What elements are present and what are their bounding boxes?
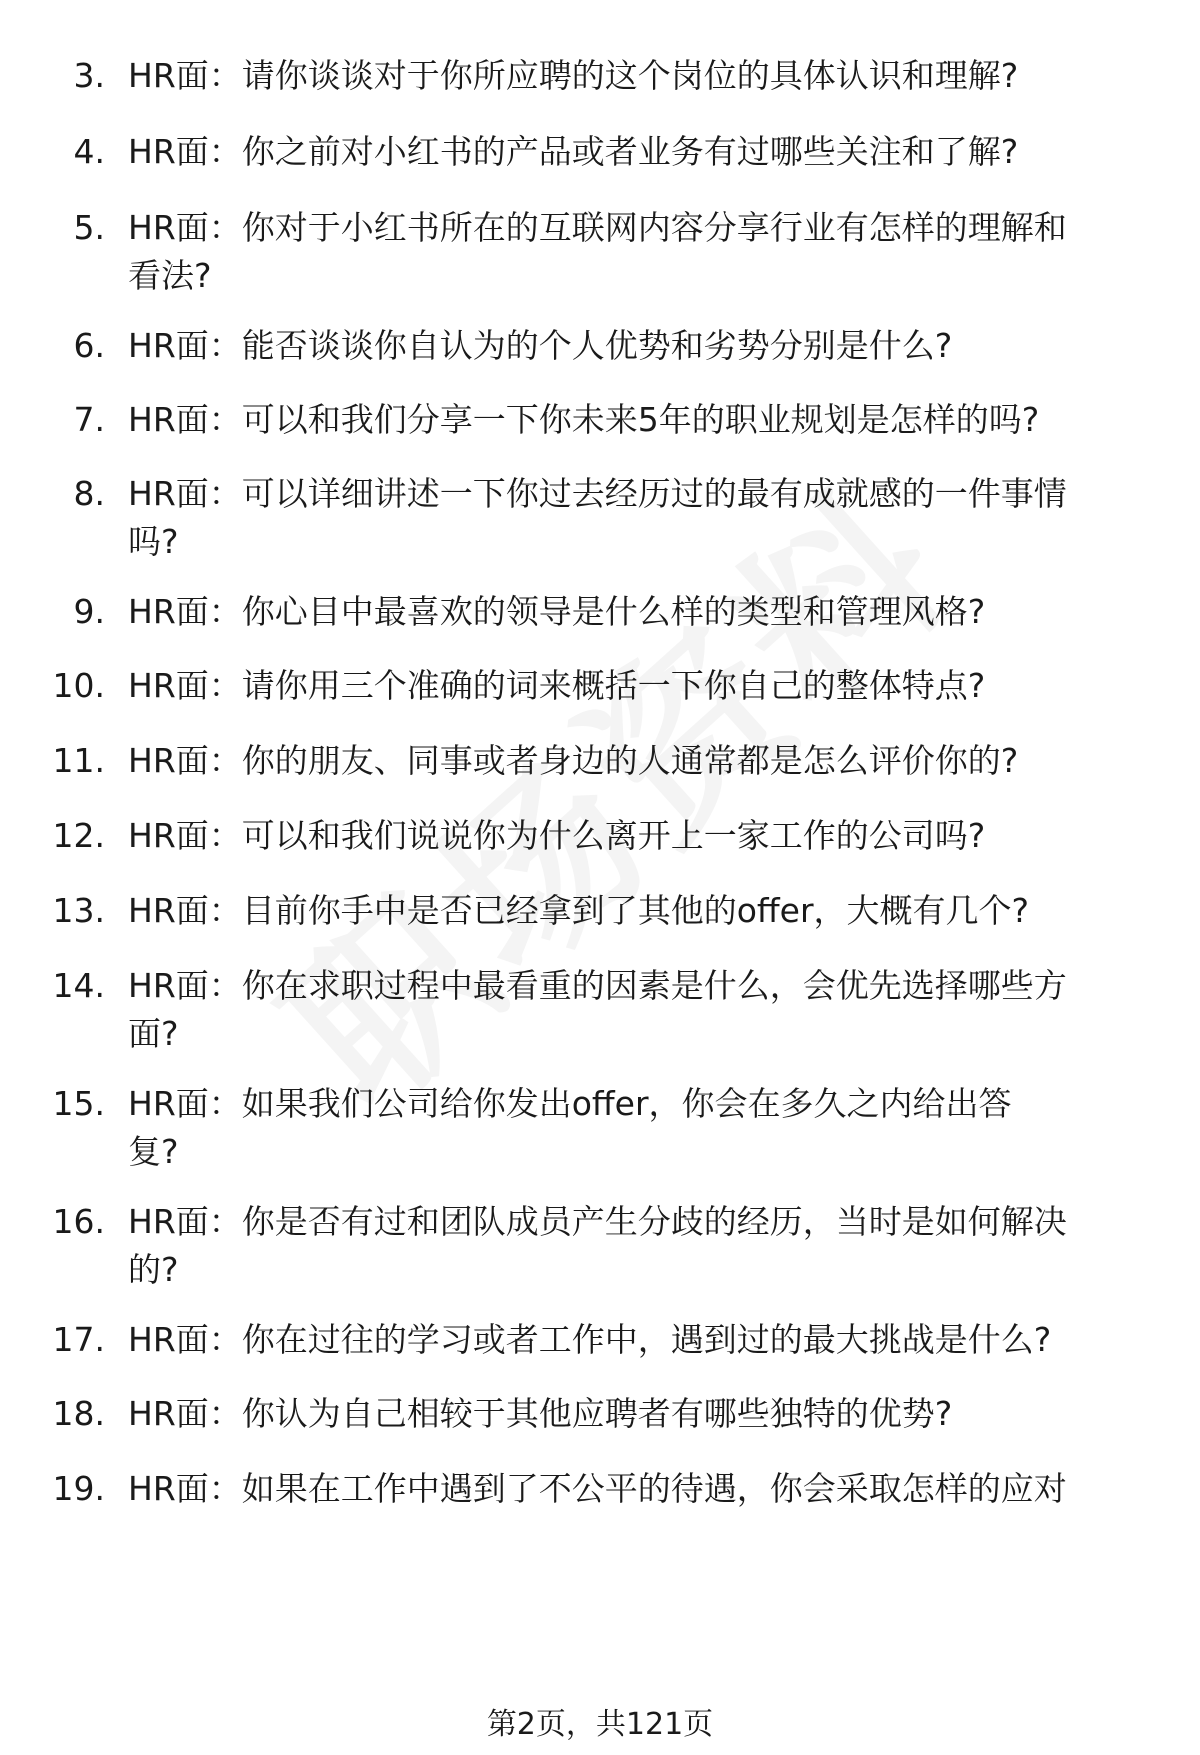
item-text: HR面：请你用三个准确的词来概括一下你自己的整体特点? [128, 666, 986, 705]
item-number: 16. [52, 1202, 105, 1241]
page-footer: 第2页，共121页 [486, 1707, 714, 1742]
item-number: 4. [73, 132, 105, 171]
item-text: HR面：你认为自己相较于其他应聘者有哪些独特的优势? [128, 1394, 953, 1433]
item-number: 15. [52, 1084, 105, 1123]
item-text: HR面：可以和我们分享一下你未来5年的职业规划是怎样的吗? [128, 400, 1040, 439]
item-number: 11. [52, 741, 105, 780]
item-text: HR面：你是否有过和团队成员产生分歧的经历，当时是如何解决 的? [128, 1202, 1067, 1289]
item-text: HR面：你的朋友、同事或者身边的人通常都是怎么评价你的? [128, 741, 1019, 780]
item-number: 8. [73, 474, 105, 513]
item-text: HR面：你在求职过程中最看重的因素是什么，会优先选择哪些方 面? [128, 966, 1067, 1053]
item-text: HR面：你在过往的学习或者工作中，遇到过的最大挑战是什么? [128, 1320, 1052, 1359]
item-text: HR面：你心目中最喜欢的领导是什么样的类型和管理风格? [128, 592, 986, 631]
item-text: HR面：可以和我们说说你为什么离开上一家工作的公司吗? [128, 816, 986, 855]
item-text: HR面：请你谈谈对于你所应聘的这个岗位的具体认识和理解? [128, 56, 1019, 95]
item-text: HR面：可以详细讲述一下你过去经历过的最有成就感的一件事情 吗? [128, 474, 1067, 561]
item-number: 18. [52, 1394, 105, 1433]
item-text: HR面：如果在工作中遇到了不公平的待遇，你会采取怎样的应对 [128, 1469, 1067, 1508]
item-number: 9. [73, 592, 105, 631]
item-text: HR面：你之前对小红书的产品或者业务有过哪些关注和了解? [128, 132, 1019, 171]
item-number: 17. [52, 1320, 105, 1359]
item-text: HR面：目前你手中是否已经拿到了其他的offer，大概有几个? [128, 891, 1030, 930]
item-number: 13. [52, 891, 105, 930]
item-text: HR面：如果我们公司给你发出offer，你会在多久之内给出答 复? [128, 1084, 1012, 1171]
item-number: 12. [52, 816, 105, 855]
item-number: 6. [73, 326, 105, 365]
item-number: 10. [52, 666, 105, 705]
item-number: 3. [73, 56, 105, 95]
item-number: 19. [52, 1469, 105, 1508]
item-text: HR面：能否谈谈你自认为的个人优势和劣势分别是什么? [128, 326, 953, 365]
item-text: HR面：你对于小红书所在的互联网内容分享行业有怎样的理解和 看法? [128, 208, 1067, 295]
item-number: 14. [52, 966, 105, 1005]
item-number: 7. [73, 400, 105, 439]
item-number: 5. [73, 208, 105, 247]
